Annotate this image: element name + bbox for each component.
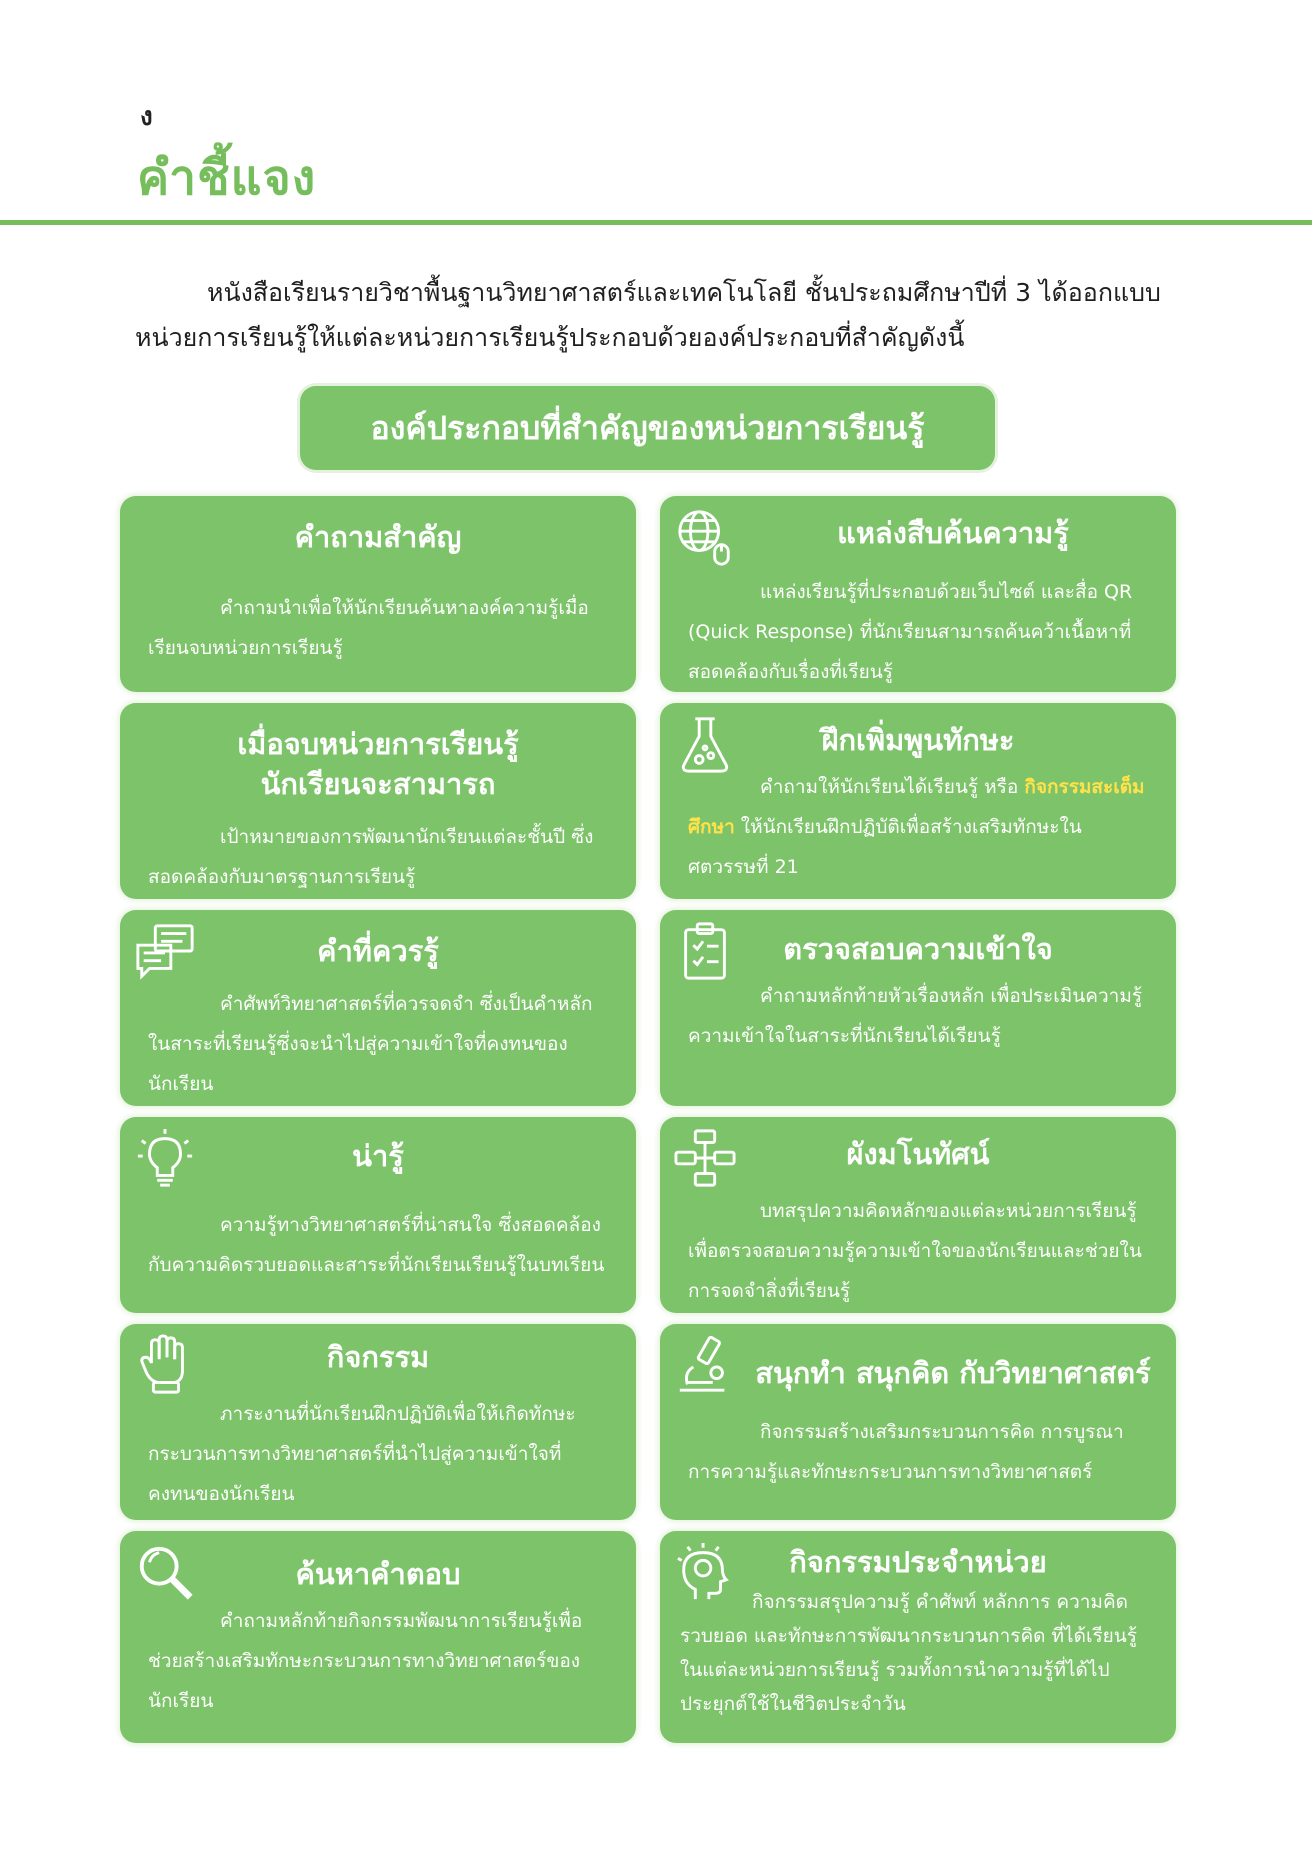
globe-mouse-icon xyxy=(674,506,736,568)
microscope-icon xyxy=(674,1334,736,1396)
components-banner xyxy=(300,386,995,470)
card-fun-science xyxy=(660,1324,1176,1520)
card-title-line-1: เมื่อจบหน่วยการเรียนรู้ xyxy=(237,727,519,761)
card-desc: ความรู้ทางวิทยาศาสตร์ที่น่าสนใจ ซึ่งสอดคล้องกับความคิดรวบยอดและสาระที่นักเรียนเรียนรู้ในบทเรียน xyxy=(148,1214,605,1276)
card-desc: คำศัพท์วิทยาศาสตร์ที่ควรจดจำ ซึ่งเป็นคำหลักในสาระที่เรียนรู้ซึ่งจะนำไปสู่ความเข้าใจที่คงทนของนักเรียน xyxy=(148,993,593,1095)
page-title: คำชี้แจง xyxy=(137,150,317,206)
card-title: แหล่งสืบค้นความรู้ xyxy=(837,516,1069,550)
card-desc: คำถามนำเพื่อให้นักเรียนค้นหาองค์ความรู้เมื่อเรียนจบหน่วยการเรียนรู้ xyxy=(148,597,589,659)
card-title: น่ารู้ xyxy=(352,1139,404,1173)
card-check-understanding xyxy=(660,910,1176,1106)
intro-line-1: หนังสือเรียนรายวิชาพื้นฐานวิทยาศาสตร์และเทคโนโลยี ชั้นประถมศึกษาปีที่ 3 ได้ออกแบบ xyxy=(207,278,1161,307)
card-desc-before: คำถามให้นักเรียนได้เรียนรู้ หรือ xyxy=(760,776,1025,798)
card-title: ผังมโนทัศน์ xyxy=(846,1137,990,1171)
card-title: สนุกทำ สนุกคิด กับวิทยาศาสตร์ xyxy=(755,1356,1151,1390)
card-desc: คำถามหลักท้ายหัวเรื่องหลัก เพื่อประเมินความรู้ความเข้าใจในสาระที่นักเรียนได้เรียนรู้ xyxy=(688,985,1143,1047)
card-title: คำที่ควรรู้ xyxy=(317,934,439,968)
card-desc: แหล่งเรียนรู้ที่ประกอบด้วยเว็บไซต์ และสื่อ QR (Quick Response) ที่นักเรียนสามารถค้นคว้าเนื้อหาที่สอดคล้องกับเรื่องที่เรียนรู้ xyxy=(688,581,1133,683)
card-desc: เป้าหมายของการพัฒนานักเรียนแต่ละชั้นปี ซึ่งสอดคล้องกับมาตรฐานการเรียนรู้ xyxy=(148,826,594,888)
card-did-you-know xyxy=(120,1117,636,1313)
card-learning-source xyxy=(660,496,1176,692)
card-desc: คำถามหลักท้ายกิจกรรมพัฒนาการเรียนรู้เพื่อช่วยสร้างเสริมทักษะกระบวนการทางวิทยาศาสตร์ของนักเรียน xyxy=(148,1610,583,1712)
card-unit-activity xyxy=(660,1531,1176,1743)
card-skill-practice xyxy=(660,703,1176,899)
card-desc: บทสรุปความคิดหลักของแต่ละหน่วยการเรียนรู้ เพื่อตรวจสอบความรู้ความเข้าใจของนักเรียนและช่วยในการจดจำสิ่งที่เรียนรู้ xyxy=(688,1200,1142,1302)
card-title-line-2: นักเรียนจะสามารถ xyxy=(260,767,496,801)
card-find-answer xyxy=(120,1531,636,1743)
card-title: กิจกรรม xyxy=(326,1340,430,1374)
banner-title: องค์ประกอบที่สำคัญของหน่วยการเรียนรู้ xyxy=(370,408,925,447)
card-title: ตรวจสอบความเข้าใจ xyxy=(783,932,1053,966)
card-title: กิจกรรมประจำหน่วย xyxy=(789,1545,1047,1579)
card-title: คำถามสำคัญ xyxy=(294,520,462,554)
card-concept-map xyxy=(660,1117,1176,1313)
title-divider xyxy=(0,220,1312,225)
card-desc-after: ให้นักเรียนฝึกปฏิบัติเพื่อสร้างเสริมทักษะในศตวรรษที่ 21 xyxy=(688,816,1082,878)
page-letter: ง xyxy=(140,102,153,132)
card-title: ค้นหาคำตอบ xyxy=(295,1557,461,1591)
card-key-question xyxy=(120,496,636,692)
card-desc: กิจกรรมสร้างเสริมกระบวนการคิด การบูรณาการความรู้และทักษะกระบวนการทางวิทยาศาสตร์ xyxy=(688,1421,1124,1483)
card-desc xyxy=(688,767,1148,887)
card-title: ฝึกเพิ่มพูนทักษะ xyxy=(821,723,1015,757)
card-desc: กิจกรรมสรุปความรู้ คำศัพท์ หลักการ ความคิดรวบยอด และทักษะการพัฒนากระบวนการคิด ที่ได้เรียนรู้ในแต่ละหน่วยการเรียนรู้ รวมทั้งการนำความรู้ที่ได้ไปประยุกต์ใช้ในชีวิตประจำวัน xyxy=(680,1591,1137,1715)
card-activity xyxy=(120,1324,636,1520)
card-objectives xyxy=(120,703,636,899)
card-desc: ภาระงานที่นักเรียนฝึกปฏิบัติเพื่อให้เกิดทักษะกระบวนการทางวิทยาศาสตร์ที่นำไปสู่ความเข้าใจที่คงทนของนักเรียน xyxy=(148,1403,576,1505)
intro-paragraph xyxy=(135,270,1185,360)
card-vocabulary xyxy=(120,910,636,1106)
card-desc-highlight: กิจกรรมสะเต็มศึกษา xyxy=(688,776,1145,838)
intro-line-2: หน่วยการเรียนรู้ให้แต่ละหน่วยการเรียนรู้ประกอบด้วยองค์ประกอบที่สำคัญดังนี้ xyxy=(135,323,965,352)
